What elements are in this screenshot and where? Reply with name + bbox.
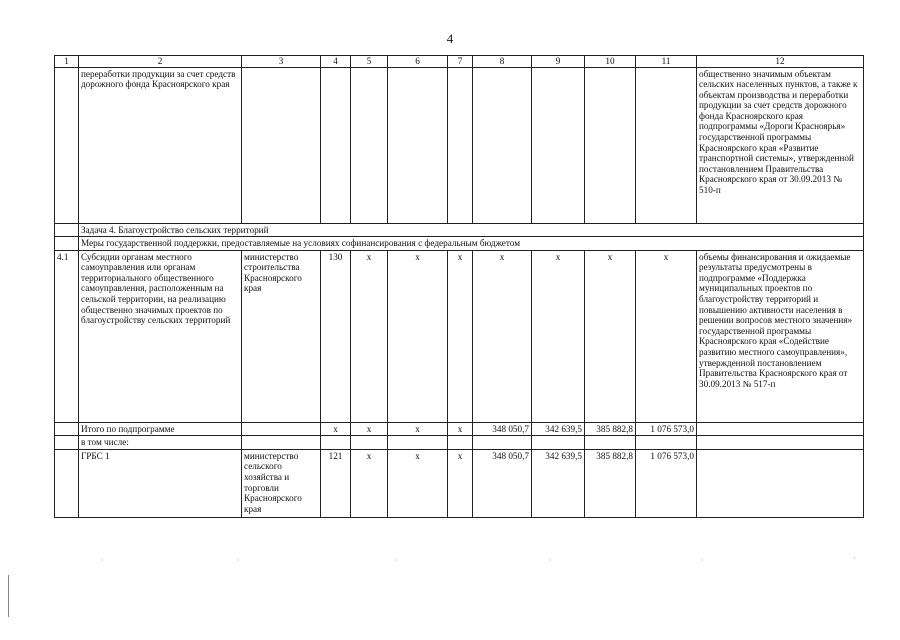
column-number: 4 <box>321 56 351 68</box>
column-number: 9 <box>532 56 585 68</box>
value-cell: х <box>448 250 473 422</box>
scan-speck: · <box>853 554 856 563</box>
column-number: 12 <box>697 56 864 68</box>
scan-speck: · <box>700 556 703 565</box>
note-cell: общественно значимым объектам сельских населенных пунктов, а также к объектам производства и переработки продукции за счет средств дорожного фонда Красноярского края подпрограммы «Дороги Красноярья» государственной программы Красноярского края «Развитие транспортной системы», утвержденной постановлением Правительства Красноярского края от 30.09.2013 № 510-п <box>697 67 864 223</box>
value-cell: 385 882,8 <box>585 422 636 436</box>
grbs-label: ГРБС 1 <box>79 449 242 517</box>
column-number: 10 <box>585 56 636 68</box>
value-cell: 1 076 573,0 <box>636 422 697 436</box>
value-cell: х <box>351 449 388 517</box>
scan-margin-line <box>8 575 9 617</box>
value-cell: х <box>321 422 351 436</box>
table-row-continuation <box>55 67 864 223</box>
value-cell: 348 050,7 <box>473 422 532 436</box>
row-number: 4.1 <box>55 250 79 422</box>
scan-speck: · <box>394 556 397 565</box>
total-row <box>55 422 864 436</box>
scan-speck: · <box>548 556 551 565</box>
column-number: 11 <box>636 56 697 68</box>
scan-speck: · <box>100 556 103 565</box>
column-number: 1 <box>55 56 79 68</box>
value-cell: х <box>636 250 697 422</box>
task-row <box>55 223 864 237</box>
program-table <box>54 55 864 518</box>
including-label: в том числе: <box>79 436 242 450</box>
value-cell: 385 882,8 <box>585 449 636 517</box>
note-cell: объемы финансирования и ожидаемые результаты предусмотрены в подпрограмме «Поддержка муниципальных проектов по благоустройству территорий и повышению активности населения в решении вопросов местного значения» государственной программы Красноярского края «Содействие развитию местного самоуправления», утвержденной постановлением Правительства Красноярского края от 30.09.2013 № 517-п <box>697 250 864 422</box>
column-number: 7 <box>448 56 473 68</box>
value-cell: 348 050,7 <box>473 449 532 517</box>
measure-name: Субсидии органам местного самоуправления или органам территориального общественного самоуправления, расположенным на сельской территории, на реализацию общественно значимых проектов по благоустройству сельских территорий <box>79 250 242 422</box>
value-cell: х <box>473 250 532 422</box>
measure-name: переработки продукции за счет средств дорожного фонда Красноярского края <box>79 67 242 223</box>
column-number: 2 <box>79 56 242 68</box>
column-number: 6 <box>388 56 448 68</box>
value-cell: х <box>532 250 585 422</box>
measures-heading: Меры государственной поддержки, предоставляемые на условиях софинансирования с федеральным бюджетом <box>79 237 864 251</box>
column-number: 5 <box>351 56 388 68</box>
value-cell: х <box>388 449 448 517</box>
table-row-4-1 <box>55 250 864 422</box>
grbs-name: министерство строительства Красноярского края <box>242 250 321 422</box>
grbs-code: 121 <box>321 449 351 517</box>
column-number: 8 <box>473 56 532 68</box>
value-cell: х <box>448 422 473 436</box>
grbs-row <box>55 449 864 517</box>
value-cell: х <box>351 422 388 436</box>
grbs-code: 130 <box>321 250 351 422</box>
task-heading: Задача 4. Благоустройство сельских территорий <box>79 223 864 237</box>
value-cell: х <box>351 250 388 422</box>
value-cell: х <box>448 449 473 517</box>
scan-speck: · <box>236 556 239 565</box>
value-cell: х <box>388 250 448 422</box>
measures-row <box>55 237 864 251</box>
column-number-row <box>55 56 864 68</box>
total-label: Итого по подпрограмме <box>79 422 242 436</box>
column-number: 3 <box>242 56 321 68</box>
value-cell: 1 076 573,0 <box>636 449 697 517</box>
including-row <box>55 436 864 450</box>
grbs-name: министерство сельского хозяйства и торговли Красноярского края <box>242 449 321 517</box>
page-number: 4 <box>446 31 454 46</box>
value-cell: 342 639,5 <box>532 449 585 517</box>
value-cell: 342 639,5 <box>532 422 585 436</box>
value-cell: х <box>388 422 448 436</box>
value-cell: х <box>585 250 636 422</box>
